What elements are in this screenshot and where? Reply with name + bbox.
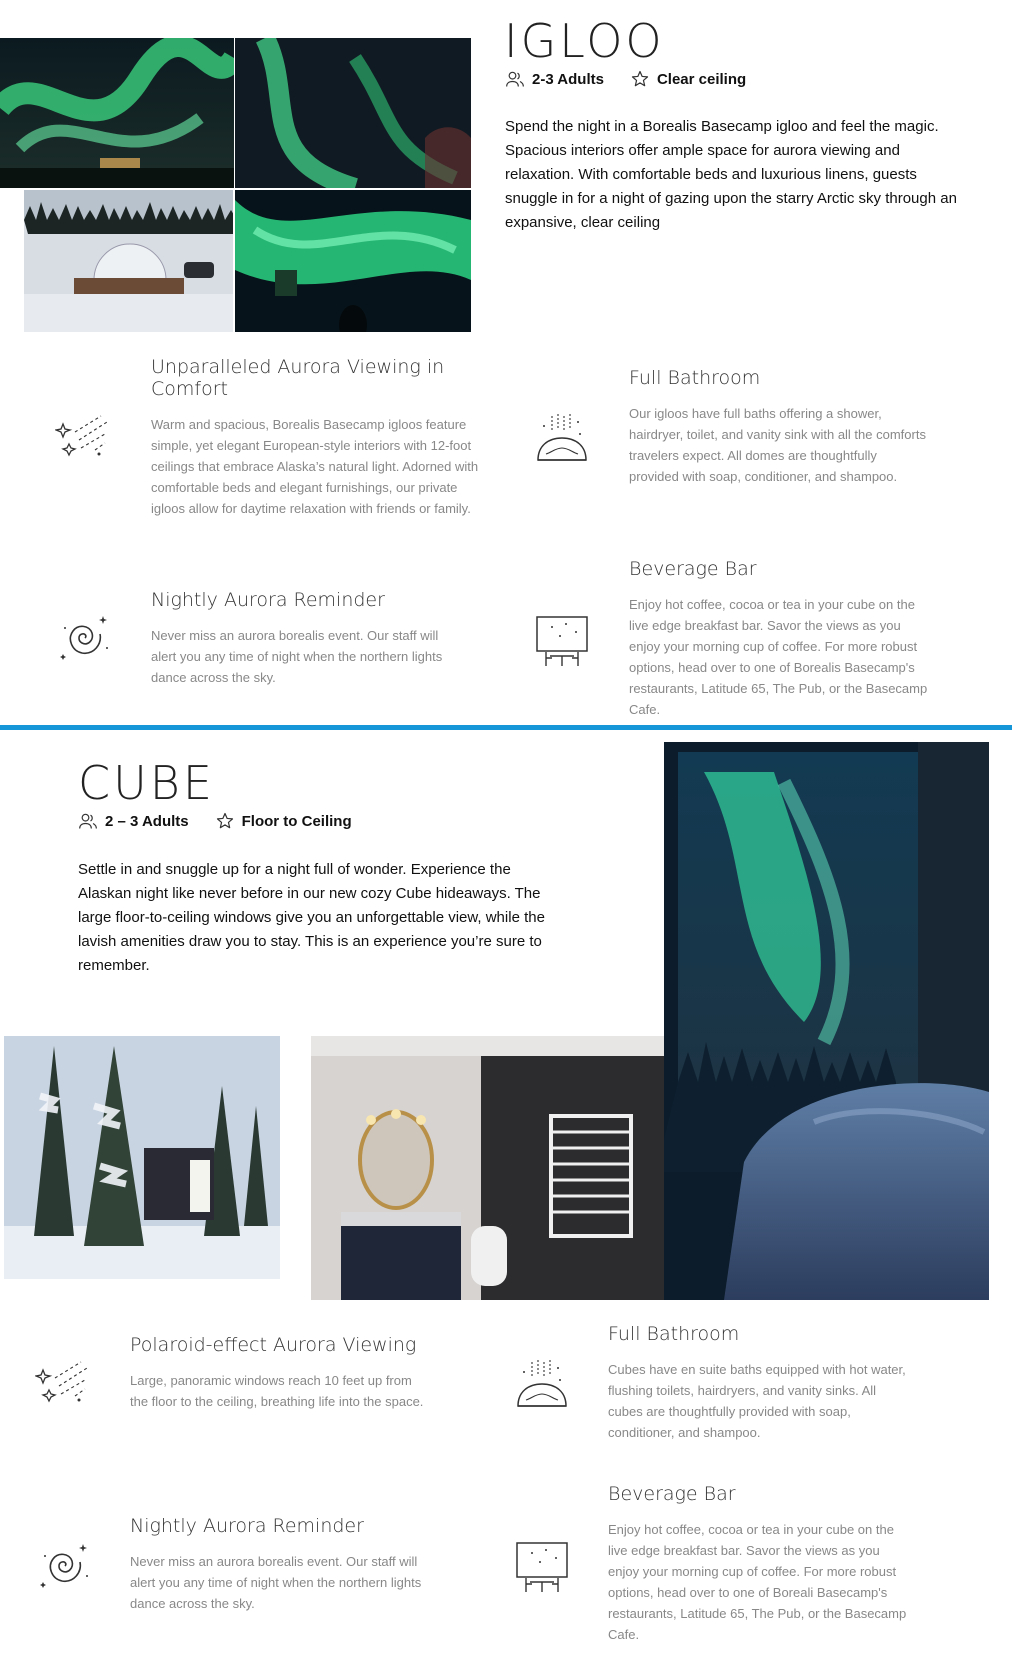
- section-divider: [0, 725, 1012, 730]
- igloo-feature-4: [629, 558, 929, 720]
- feature-text: Enjoy hot coffee, cocoa or tea in your cube on the live edge breakfast bar. Savor the views as you enjoy your morning cup of coffee. For more robust options, head over to one of Borealis Basecamp's restaurants, Latitude 65, The Pub, or the Basecamp Cafe.: [629, 597, 928, 717]
- igloo-meta: [505, 70, 746, 88]
- shooting-stars-icon: [35, 1356, 95, 1416]
- igloo-feature-1: [151, 356, 481, 519]
- cube-feature-label: Floor to Ceiling: [241, 812, 352, 830]
- feature-title: Full Bathroom: [629, 367, 761, 389]
- feature-text: Cubes have en suite baths equipped with hot water, flushing toilets, hairdryers, and vanity sinks. All cubes are thoughtfully provided with soap, conditioner, and shampoo.: [608, 1362, 906, 1440]
- igloo-intro: Spend the night in a Borealis Basecamp igloo and feel the magic. Spacious interiors offer ample space for aurora viewing and relaxation. With comfortable beds and luxurious linens, guests snuggle in for a night of gazing upon the starry Arctic sky through an expansive, clear ceiling: [505, 118, 957, 231]
- igloo-guests: [505, 70, 604, 88]
- person-icon: [78, 812, 98, 830]
- cube-feature-2: [608, 1323, 908, 1443]
- feature-text: Warm and spacious, Borealis Basecamp igloos feature simple, yet elegant European-style interiors with 12-foot ceilings that embrace Alaska’s natural light. Adorned with comfortable beds and elegant furnishings, our private igloos allow for daytime relaxation with friends or family.: [151, 417, 479, 516]
- igloo-guests-label: 2-3 Adults: [532, 70, 604, 88]
- spiral-galaxy-icon: [35, 1536, 95, 1596]
- feature-title: Beverage Bar: [629, 558, 757, 580]
- aurora-photo-1: [0, 38, 234, 188]
- spiral-galaxy-icon: [55, 608, 115, 668]
- cube-bedroom-aurora-photo: [664, 742, 989, 1300]
- igloo-feature-2: [629, 367, 929, 487]
- window-table-icon: [512, 1538, 572, 1598]
- igloo-feature-label: Clear ceiling: [656, 70, 747, 88]
- feature-title: Unparalleled Aurora Viewing in Comfort: [151, 356, 445, 400]
- feature-text: Our igloos have full baths offering a shower, hairdryer, toilet, and vanity sink with all the comforts travelers expect. All domes are thoughtfully provided with soap, conditioner, and shampoo.: [629, 406, 926, 484]
- feature-title: Polaroid-effect Aurora Viewing: [130, 1334, 417, 1356]
- dome-icon: [512, 1356, 572, 1416]
- feature-title: Nightly Aurora Reminder: [130, 1515, 364, 1537]
- dome-icon: [532, 410, 592, 470]
- igloo-aurora-interior-photo: [235, 190, 471, 332]
- star-icon: [630, 70, 650, 88]
- cube-title: CUBE: [78, 756, 215, 810]
- cube-meta: [78, 812, 352, 830]
- cube-feature: [215, 812, 352, 830]
- feature-text: Never miss an aurora borealis event. Our staff will alert you any time of night when the northern lights dance across the sky.: [130, 1554, 422, 1611]
- feature-text: Large, panoramic windows reach 10 feet up from the floor to the ceiling, breathing life into the space.: [130, 1373, 424, 1409]
- igloo-title: IGLOO: [504, 14, 665, 68]
- igloo-exterior-photo: [24, 190, 233, 332]
- cube-intro: Settle in and snuggle up for a night full of wonder. Experience the Alaskan night like never before in our new cozy Cube hideaways. The large floor-to-ceiling windows give you an unforgettable view, while the lavish amenities draw you to stay. This is an experience you’re sure to remember.: [78, 861, 545, 974]
- cube-feature-3: [130, 1515, 430, 1614]
- feature-title: Beverage Bar: [608, 1483, 736, 1505]
- igloo-feature-3: [151, 589, 461, 688]
- feature-title: Nightly Aurora Reminder: [151, 589, 385, 611]
- cube-exterior-snow-photo: [4, 1036, 280, 1279]
- feature-text: Enjoy hot coffee, cocoa or tea in your cube on the live edge breakfast bar. Savor the views as you enjoy your morning cup of coffee. For more robust options, head over to one of Boreali Basecamp's restaurants, Latitude 65, The Pub, or the Basecamp Cafe.: [608, 1522, 907, 1642]
- feature-title: Full Bathroom: [608, 1323, 740, 1345]
- igloo-feature: [630, 70, 746, 88]
- feature-text: Never miss an aurora borealis event. Our staff will alert you any time of night when the northern lights dance across the sky.: [151, 628, 443, 685]
- aurora-photo-2: [235, 38, 471, 188]
- cube-guests: [78, 812, 189, 830]
- cube-guests-label: 2 – 3 Adults: [105, 812, 189, 830]
- cube-feature-4: [608, 1483, 908, 1645]
- cube-bathroom-photo: [311, 1036, 664, 1300]
- star-icon: [215, 812, 235, 830]
- person-icon: [505, 70, 525, 88]
- cube-feature-1: [130, 1334, 430, 1412]
- window-table-icon: [532, 612, 592, 672]
- shooting-stars-icon: [55, 410, 115, 470]
